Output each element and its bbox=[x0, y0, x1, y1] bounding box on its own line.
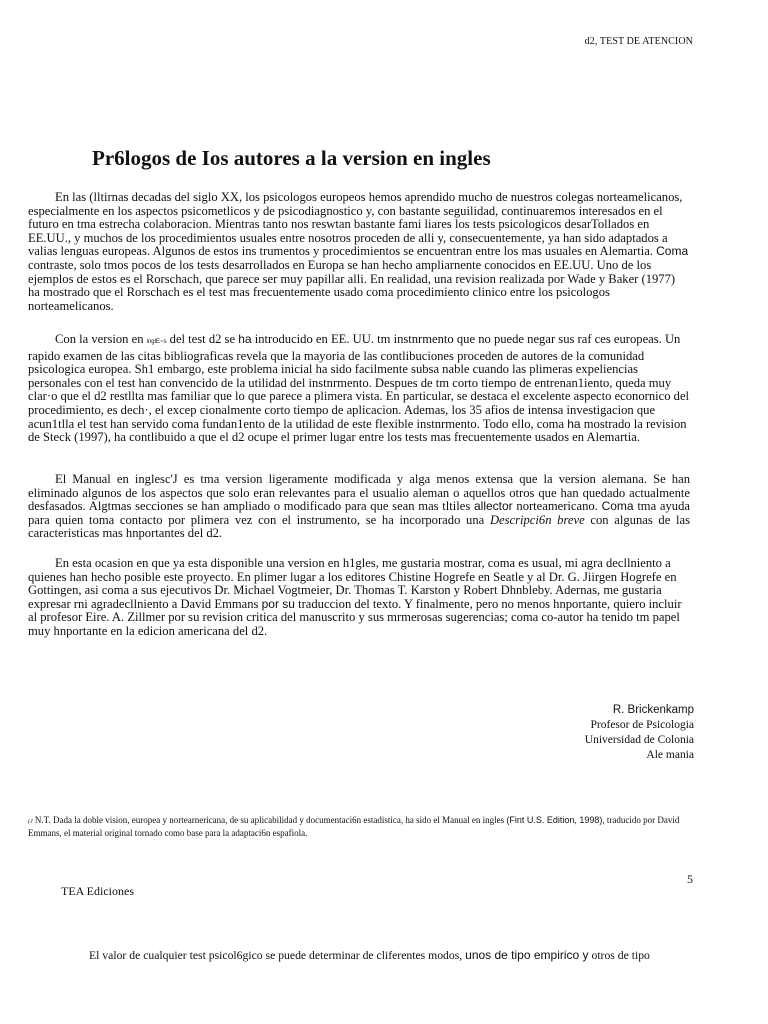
p1-end: contraste, solo tmos pocos de los tests desarrollados en Europa se han hecho ampliarnente conocidos en EE.UU. Uno de los ejemplos de estos es el Rorschach, que parece ser muy papillar alli. En realidad, una revision realizada por Wade y Baker (1977) ha mostrado que el Rorschach es el test mas frecuentemente usado coma procedimiento clinico entre los psicologos norteamelicanos. bbox=[28, 257, 676, 313]
p2-d: mostrado la revision de Steck (1997), ha contlibuido a que el d2 ocupe el primer lugar entre los tests mas frecuentemente usados en Alemartia. bbox=[28, 416, 687, 445]
author-role: Profesor de Psicologia bbox=[590, 719, 694, 731]
p2-ha: ha bbox=[238, 332, 252, 346]
header-code: d2, bbox=[584, 36, 598, 47]
footnote bbox=[28, 815, 700, 838]
continuation-line bbox=[89, 948, 650, 962]
p3-coma: Coma bbox=[601, 499, 634, 514]
page-title: Pr6logos de Ios autores a la version en ingles bbox=[92, 146, 491, 170]
footnote-marker: (J bbox=[28, 819, 33, 825]
p3-a: El Manual en inglesc'J es tma version ligeramente modificada y alga menos extensa que la version alemana. Se han eliminado algunos de los aspectos que solo eran relevantes para el usualio aleman o aquellos otros que han quedado actualmente desfasados. Algtmas secciones se han ampliado o modificado para que sean mas tltiles bbox=[28, 472, 690, 514]
bottom-a: El valor de cualquier test psicol6gico se puede determinar de cliferentes modos, bbox=[89, 949, 466, 962]
publisher-name: TEA Ediciones bbox=[61, 884, 134, 898]
p3-d: con algunas de las caracteristicas mas hnportantes del d2. bbox=[28, 512, 690, 541]
p3-c: tma ayuda para quien toma contacto por plimera vez con el instrumento, se ha incorporado una bbox=[28, 499, 690, 527]
p4-b: traduccion del texto. Y finalmente, pero no menos hnportante, quiero incluir al profesor Eire. A. Zillmer por su revision critica del manuscrito y sus mrmerosas sugerencias; coma co-autor ha tenido tm papel muy hnportante en la edicion americana del d2. bbox=[28, 596, 682, 638]
p4-a: En esta ocasion en que ya esta disponible una version en h1gles, me gustaria mostrar, coma es usual, mi agra decllniento a quienes han hecho posible este proyecto. En plimer lugar a los editores Chistine Hogrefe en Seatle y al Dr. G. Jiirgen Hogrefe en Gottingen, asi coma a sus ejecutivos Dr. Michael Vogtmeier, Dr. Thomas T. Karston y Robert Dhnbleby. Adernas, me gustaria expresar rni agradecllniento a David Emmans bbox=[28, 556, 677, 611]
page-number: 5 bbox=[687, 872, 693, 886]
author-name: R. Brickenkamp bbox=[612, 704, 694, 716]
paragraph-4 bbox=[28, 557, 690, 639]
running-header bbox=[585, 36, 693, 47]
p3-b: norteamericano. bbox=[512, 499, 602, 514]
p2-b: del test d2 se bbox=[166, 332, 239, 346]
author-university: Universidad de Colonia bbox=[584, 734, 694, 746]
p3-allector: allector bbox=[473, 499, 513, 514]
paragraph-1 bbox=[28, 191, 690, 313]
author-country: Ale mania bbox=[646, 749, 694, 761]
paragraph-2 bbox=[28, 333, 690, 445]
p2-a: Con la version en bbox=[55, 332, 147, 346]
p2-c: introducido en EE. UU. tm instnrmento que no puede negar sus raf ces europeas. Un rapido examen de las citas bibliograficas revela que la mayoria de las contlibuciones proceden de autores de la comunidad psicologica europea. Sh1 embargo, este problema inicial ha sido facilmente subsa nable cuando las plimeras expeliencias personales con el test han convencido de la utilidad del instnrmento. Despues de tm corto tiempo de entrenan1iento, queda muy clar·o que el d2 restllta mas familiar que lo que parece a plimera vista. En particular, se destaca el excelente aspecto econornico del procedimiento, es dech·, el excep cionalmente corto tiempo de aplicacion. Ademas, los 35 afios de intensa investigacion que acun1tlla el test han servido coma fundan1ento de la utilidad de este flexible instnrmento. Todo ello, coma bbox=[28, 332, 690, 431]
header-test-name: TEST DE ATENCION bbox=[599, 36, 693, 47]
bottom-c: otros de tipo bbox=[588, 949, 650, 962]
p3-italic: Descripci6n breve bbox=[489, 512, 585, 527]
footnote-edition: U.S. Edition, 1998) bbox=[524, 815, 603, 825]
p4-porsu: por su bbox=[261, 596, 295, 611]
p2-tiny: inglE~s bbox=[146, 339, 167, 345]
footnote-text-b: , traducido por David Emmans, el material original tornado como base para la adaptaci6n espafiola. bbox=[28, 815, 680, 838]
footnote-fint: (Fint bbox=[506, 815, 525, 825]
footnote-text-a: N.T. Dada la doble vision, europea y nortearnericana, de su aplicabilidad y documentaci6n estadistica, ha sido el Manual en ingles bbox=[32, 815, 507, 825]
p1-coma: Coma bbox=[656, 244, 689, 259]
signature-block bbox=[585, 703, 694, 763]
paragraph-3 bbox=[28, 473, 690, 541]
p2-ha2: ha bbox=[567, 416, 581, 431]
p1-text: En las (lltirnas decadas del siglo XX, los psicologos europeos hemos aprendido mucho de nuestros colegas norteamelicanos, especialmente en los aspectos psicometlicos y de psicodiagnostico y, con bastante seguilidad, continuaremos interesados en el futuro en tma estrecha colaboracion. Mientras tanto nos reswtan bastante fami liares los tests psicologicos desarTollados en EE.UU., y muchos de los procedimientos usuales entre nosotros proceden de alli y, consecuentemente, ya han sido adaptados a valias lenguas europeas. Algunos de estos ins trumentos y procedimientos se encuentran entre los mas usuales en Alemartia. bbox=[28, 190, 683, 259]
bottom-b: unos de tipo empirico y bbox=[465, 948, 589, 962]
